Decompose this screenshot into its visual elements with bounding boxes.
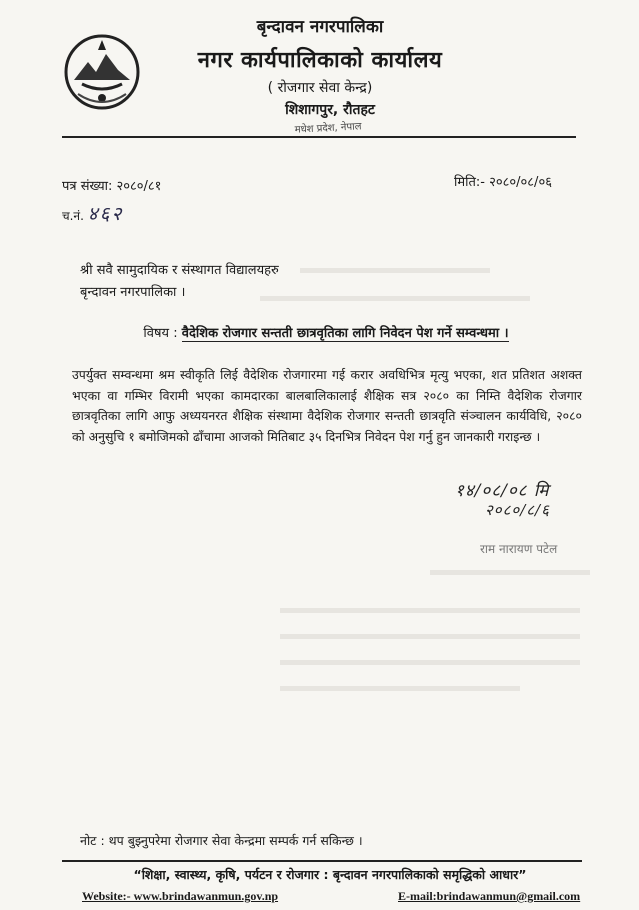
recipient-line-1: श्री सवै सामुदायिक र संस्थागत विद्यालयहरु [80, 263, 279, 278]
bleed-through-mark [280, 686, 520, 691]
letter-number: पत्र संख्या: २०८०/८१ [62, 179, 162, 194]
website-link[interactable]: Website:- www.brindawanmun.gov.np [82, 889, 279, 903]
subject-text: वैदेशिक रोजगार सन्तती छात्रवृतिका लागि निवेदन पेश गर्ने सम्वन्धमा । [181, 326, 509, 341]
signature-date: २०८०/८/६ [485, 501, 550, 519]
handwritten-signature [455, 478, 595, 528]
letter-body: उपर्युक्त सम्वन्धमा श्रम स्वीकृति लिई वैदेशिक रोजगारमा गई करार अवधिभित्र मृत्यु भएका, शत प्रतिशत अशक्त भएका वा गम्भिर विरामी भएका कामदारका बालबालिकालाई शैक्षिक सत्र २०८० का निम्ति वैदेशिक रोजगार छात्रवृतिका लागि आफु अध्ययनरत शैक्षिक संस्थामा वैदेशिक रोजगार सन्तती छात्रवृति संञ्चालन कार्यविधि, २०८० को अनुसुचि १ बमोजिमको ढाँचामा आजको मितिबाट ३५ दिनभित्र निवेदन पेश गर्नु हुन जानकारी गराइन्छ । [72, 367, 582, 444]
footer-motto: “शिक्षा, स्वास्थ्य, कृषि, पर्यटन र रोजगार : बृन्दावन नगरपालिकाको समृद्धिको आधार” [133, 867, 527, 882]
subject-line [96, 323, 556, 341]
bleed-through-mark [280, 660, 580, 665]
bleed-through-mark [430, 570, 590, 575]
office-name: नगर कार्यपालिकाको कार्यालय [197, 48, 443, 73]
bleed-through-mark [280, 608, 580, 613]
bleed-through-mark [280, 634, 580, 639]
subject-label: विषय : [143, 326, 178, 341]
dispatch-value: ४६२ [87, 203, 124, 225]
bleed-through-mark [300, 268, 490, 273]
municipality-name: बृन्दावन नगरपालिका [256, 17, 384, 37]
nepal-emblem-icon [62, 32, 142, 112]
note-line: नोट : थप बुझ्नुपरेमा रोजगार सेवा केन्द्रमा सम्पर्क गर्न सकिन्छ । [80, 833, 363, 848]
service-center: ( रोजगार सेवा केन्द्र) [267, 80, 373, 96]
email-link[interactable]: E-mail:brindawanmun@gmail.com [398, 889, 581, 903]
dispatch-label: च.नं. [62, 209, 84, 223]
letter-date: मिति:- २०८०/०८/०६ [454, 175, 552, 190]
footer-divider [62, 860, 582, 862]
signatory-name: राम नारायण पटेल [480, 542, 558, 556]
office-place: शिशागपुर, रौतहट [285, 102, 375, 118]
signature-scribble: १४/०८/०८ मि [455, 481, 550, 501]
header-divider [62, 136, 576, 138]
dispatch-number [62, 200, 123, 226]
province-line: मधेश प्रदेश, नेपाल [294, 121, 362, 136]
bleed-through-mark [260, 296, 530, 301]
recipient-line-2: बृन्दावन नगरपालिका । [80, 285, 186, 300]
